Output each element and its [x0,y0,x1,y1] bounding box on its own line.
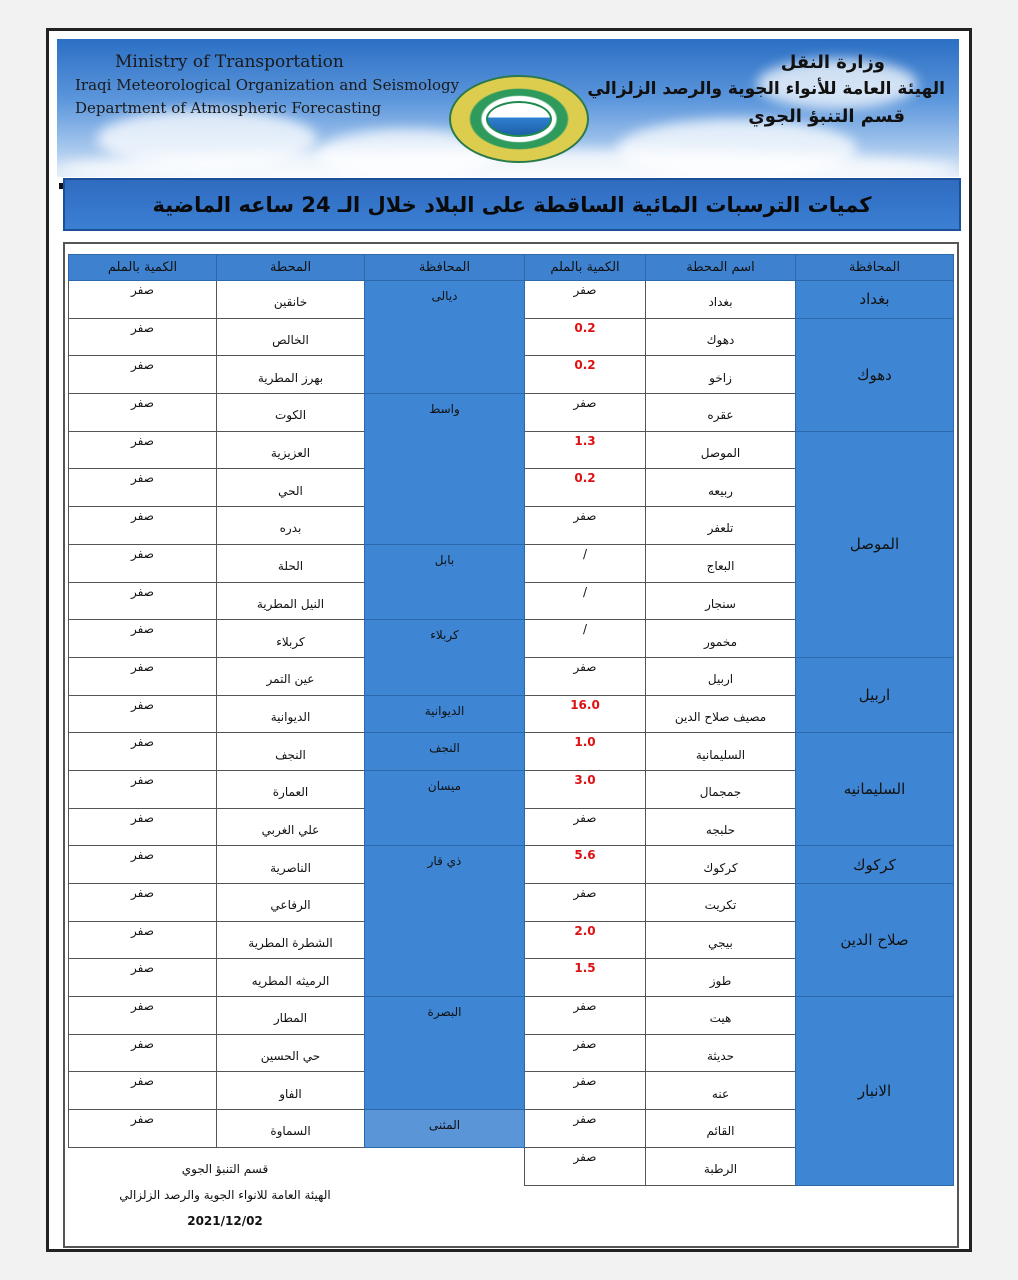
amount-cell: 1.5 [525,959,646,997]
table-row [69,281,525,319]
station-cell: العمارة [217,770,365,808]
footer-department: قسم التنبؤ الجوي [181,1162,269,1176]
amount-cell: 0.2 [525,356,646,394]
station-cell: الكوت [217,394,365,432]
province-cell: كربلاء [365,620,525,695]
table-row [525,281,954,319]
amount-cell: صفر [69,394,217,432]
station-cell: كربلاء [217,620,365,658]
station-cell: كركوك [646,846,796,884]
province-cell: المثنى [365,1110,525,1148]
amount-cell: صفر [69,1110,217,1148]
station-cell: الشطرة المطرية [217,921,365,959]
station-cell: النجف [217,733,365,771]
amount-cell: 16.0 [525,695,646,733]
station-cell: الحلة [217,544,365,582]
amount-cell: صفر [525,394,646,432]
amount-cell: صفر [69,356,217,394]
amount-cell: صفر [69,620,217,658]
amount-cell: / [525,620,646,658]
table-row [525,846,954,884]
amount-cell: صفر [69,281,217,319]
station-cell: زاخو [646,356,796,394]
station-cell: خانقين [217,281,365,319]
province-cell: ذي قار [365,846,525,997]
amount-cell: 0.2 [525,469,646,507]
station-cell: عين التمر [217,657,365,695]
station-cell: الديوانية [217,695,365,733]
amount-cell: صفر [69,770,217,808]
table-row [69,620,525,658]
amount-cell: صفر [69,846,217,884]
table-row [69,1110,525,1148]
footer-signature [105,1156,345,1234]
amount-cell: 0.2 [525,318,646,356]
title-bar [63,178,961,231]
province-cell: واسط [365,394,525,545]
table-row [69,695,525,733]
amount-cell: صفر [525,884,646,922]
amount-cell: صفر [69,808,217,846]
amount-cell: صفر [525,281,646,319]
province-cell: بابل [365,544,525,619]
station-cell: بهرز المطرية [217,356,365,394]
province-cell: ديالى [365,281,525,394]
station-cell: اربيل [646,657,796,695]
amount-cell: صفر [69,469,217,507]
province-cell: البصرة [365,997,525,1110]
amount-cell: صفر [69,657,217,695]
amount-cell: صفر [69,1072,217,1110]
amount-cell: 1.0 [525,733,646,771]
amount-cell: صفر [525,808,646,846]
province-cell: كركوك [796,846,954,884]
station-cell: حلبجه [646,808,796,846]
station-cell: المطار [217,997,365,1035]
amount-cell: صفر [69,431,217,469]
table-row [69,846,525,884]
table-row [525,657,954,695]
amount-cell: 3.0 [525,770,646,808]
station-cell: العزيزية [217,431,365,469]
amount-cell: صفر [69,582,217,620]
document-frame [46,28,972,1252]
province-cell: بغداد [796,281,954,319]
province-cell: الانبار [796,997,954,1185]
station-cell: تكريت [646,884,796,922]
header-ar-ministry: وزارة النقل [780,52,885,73]
header-en-organization: Iraqi Meteorological Organization and Seismology [75,76,460,94]
table-row [69,770,525,808]
province-cell: ميسان [365,770,525,845]
station-cell: النيل المطرية [217,582,365,620]
logo-emblem [486,101,552,137]
header-arabic [587,49,945,130]
province-cell: دهوك [796,318,954,431]
organization-logo [449,75,589,163]
station-cell: بدره [217,507,365,545]
header-en-department: Department of Atmospheric Forecasting [75,99,382,117]
amount-cell: صفر [69,921,217,959]
station-cell: الرفاعي [217,884,365,922]
header-en-ministry: Ministry of Transportation [115,52,344,72]
header-ar-department: قسم التنبؤ الجوي [748,106,905,127]
station-cell: حي الحسين [217,1034,365,1072]
amount-cell: صفر [69,1034,217,1072]
station-cell: ربيعه [646,469,796,507]
header-english [75,51,459,120]
amount-cell: 2.0 [525,921,646,959]
page-title: كميات الترسبات المائية الساقطة على البلاد خلال الـ 24 ساعه الماضية [152,192,872,217]
table-row [525,997,954,1035]
amount-cell: صفر [69,695,217,733]
header-station: المحطة [217,255,365,281]
amount-cell: صفر [525,1034,646,1072]
station-cell: طوز [646,959,796,997]
station-cell: سنجار [646,582,796,620]
station-cell: جمجمال [646,770,796,808]
station-cell: دهوك [646,318,796,356]
table-row [69,997,525,1035]
amount-cell: صفر [69,997,217,1035]
amount-cell: صفر [69,507,217,545]
station-cell: تلعفر [646,507,796,545]
province-cell: الديوانية [365,695,525,733]
station-cell: الرطبة [646,1147,796,1185]
amount-cell: صفر [525,507,646,545]
header-province: المحافظة [796,255,954,281]
station-cell: الموصل [646,431,796,469]
station-cell: مصيف صلاح الدين [646,695,796,733]
tables-container [63,242,959,1248]
header-amount: الكمية بالملم [525,255,646,281]
amount-cell: 5.6 [525,846,646,884]
station-cell: بيجي [646,921,796,959]
station-cell: عقره [646,394,796,432]
footer-organization: الهيئة العامة للانواء الجوية والرصد الزلزالي [119,1188,331,1202]
station-cell: حديثة [646,1034,796,1072]
amount-cell: صفر [69,959,217,997]
station-cell: علي الغربي [217,808,365,846]
amount-cell: صفر [69,544,217,582]
station-cell: السماوة [217,1110,365,1148]
amount-cell: صفر [69,318,217,356]
province-cell: الموصل [796,431,954,657]
table-row [525,318,954,356]
header-amount: الكمية بالملم [69,255,217,281]
amount-cell: صفر [69,884,217,922]
table-row [69,544,525,582]
right-precipitation-table [524,254,954,1186]
amount-cell: 1.3 [525,431,646,469]
amount-cell: صفر [525,1110,646,1148]
station-cell: مخمور [646,620,796,658]
station-cell: عنه [646,1072,796,1110]
province-cell: صلاح الدين [796,884,954,997]
station-cell: السليمانية [646,733,796,771]
header-station: اسم المحطة [646,255,796,281]
station-cell: هيت [646,997,796,1035]
amount-cell: صفر [525,1072,646,1110]
province-cell: السليمانيه [796,733,954,846]
header-banner [57,39,959,177]
amount-cell: صفر [69,733,217,771]
left-precipitation-table [68,254,525,1148]
header-province: المحافظة [365,255,525,281]
amount-cell: صفر [525,1147,646,1185]
amount-cell: صفر [525,657,646,695]
amount-cell: / [525,582,646,620]
station-cell: الرميثه المطريه [217,959,365,997]
header-ar-organization: الهيئة العامة للأنواء الجوية والرصد الزلزالي [587,79,945,99]
table-row [525,431,954,469]
station-cell: القائم [646,1110,796,1148]
province-cell: النجف [365,733,525,771]
station-cell: بغداد [646,281,796,319]
province-cell: اربيل [796,657,954,732]
table-row [525,733,954,771]
station-cell: الفاو [217,1072,365,1110]
amount-cell: / [525,544,646,582]
station-cell: الحي [217,469,365,507]
amount-cell: صفر [525,997,646,1035]
footer-date: 2021/12/02 [187,1214,263,1228]
station-cell: البعاج [646,544,796,582]
table-row [69,394,525,432]
table-row [69,733,525,771]
table-row [525,884,954,922]
station-cell: الخالص [217,318,365,356]
station-cell: الناصرية [217,846,365,884]
